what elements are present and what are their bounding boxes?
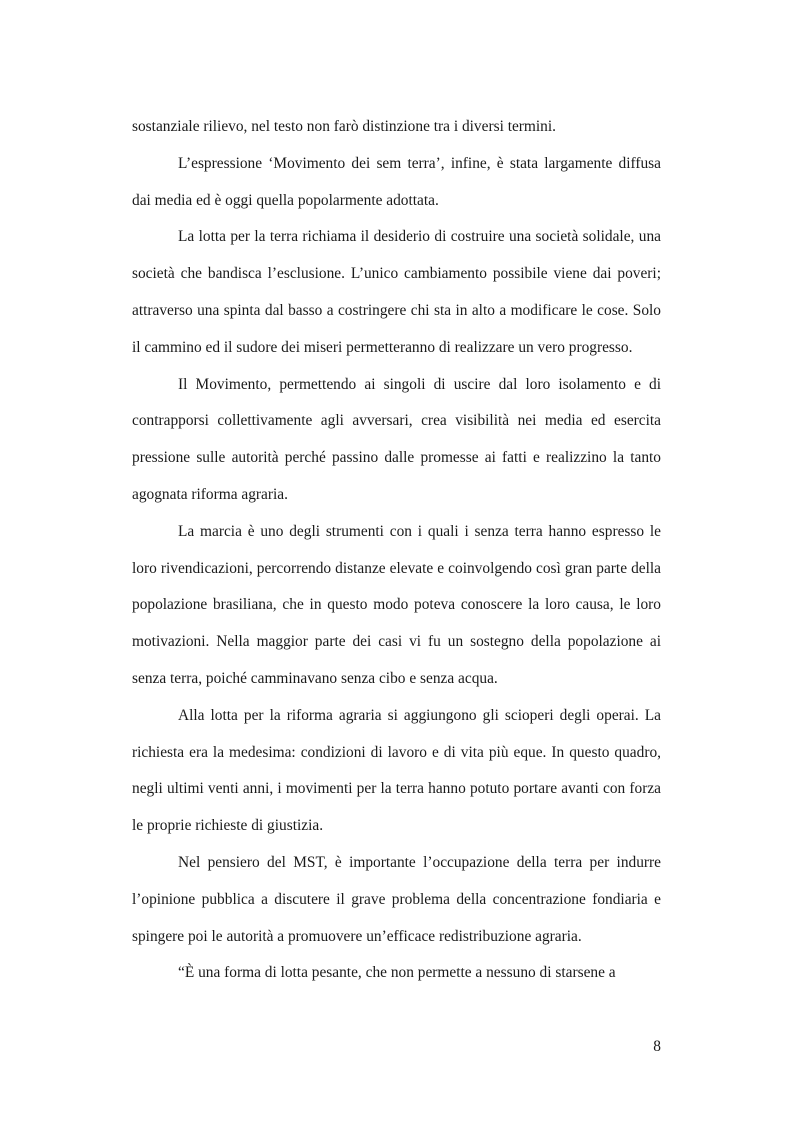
document-body — [132, 109, 661, 992]
page-number: 8 — [653, 1038, 661, 1055]
paragraph-la-marcia: La marcia è uno degli strumenti con i quali i senza terra hanno espresso le loro rivendicazioni, percorrendo distanze elevate e coinvolgendo così gran parte della popolazione brasiliana, che in questo modo poteva conoscere la loro causa, le loro motivazioni. Nella maggior parte dei casi vi fu un sostegno della popolazione ai senza terra, poiché camminavano senza cibo e senza acqua. — [132, 522, 661, 687]
paragraph-quote-start: “È una forma di lotta pesante, che non permette a nessuno di starsene a — [178, 964, 616, 982]
paragraph-movimento-sem-terra: L’espressione ‘Movimento dei sem terra’, infine, è stata largamente diffusa dai media ed è oggi quella popolarmente adottata. — [132, 154, 661, 209]
paragraph-lotta-per-la-terra: La lotta per la terra richiama il desiderio di costruire una società solidale, una società che bandisca l’esclusione. L’unico cambiamento possibile viene dai poveri; attraverso una spinta dal basso a costringere chi sta in alto a modificare le cose. Solo il cammino ed il sudore dei miseri permetteranno di realizzare un vero progresso. — [132, 228, 661, 356]
paragraph-pensiero-mst: Nel pensiero del MST, è importante l’occupazione della terra per indurre l’opinione pubblica a discutere il grave problema della concentrazione fondiaria e spingere poi le autorità a promuovere un’efficace redistribuzione agraria. — [132, 853, 661, 945]
paragraph-continuation: sostanziale rilievo, nel testo non farò distinzione tra i diversi termini. — [132, 118, 556, 135]
paragraph-scioperi-operai: Alla lotta per la riforma agraria si aggiungono gli scioperi degli operai. La richiesta era la medesima: condizioni di lavoro e di vita più eque. In questo quadro, negli ultimi venti anni, i movimenti per la terra hanno potuto portare avanti con forza le proprie richieste di giustizia. — [132, 706, 661, 835]
paragraph-il-movimento: Il Movimento, permettendo ai singoli di uscire dal loro isolamento e di contrapporsi collettivamente agli avversari, crea visibilità nei media ed esercita pressione sulle autorità perché passino dalle promesse ai fatti e realizzino la tanto agognata riforma agraria. — [132, 375, 661, 503]
